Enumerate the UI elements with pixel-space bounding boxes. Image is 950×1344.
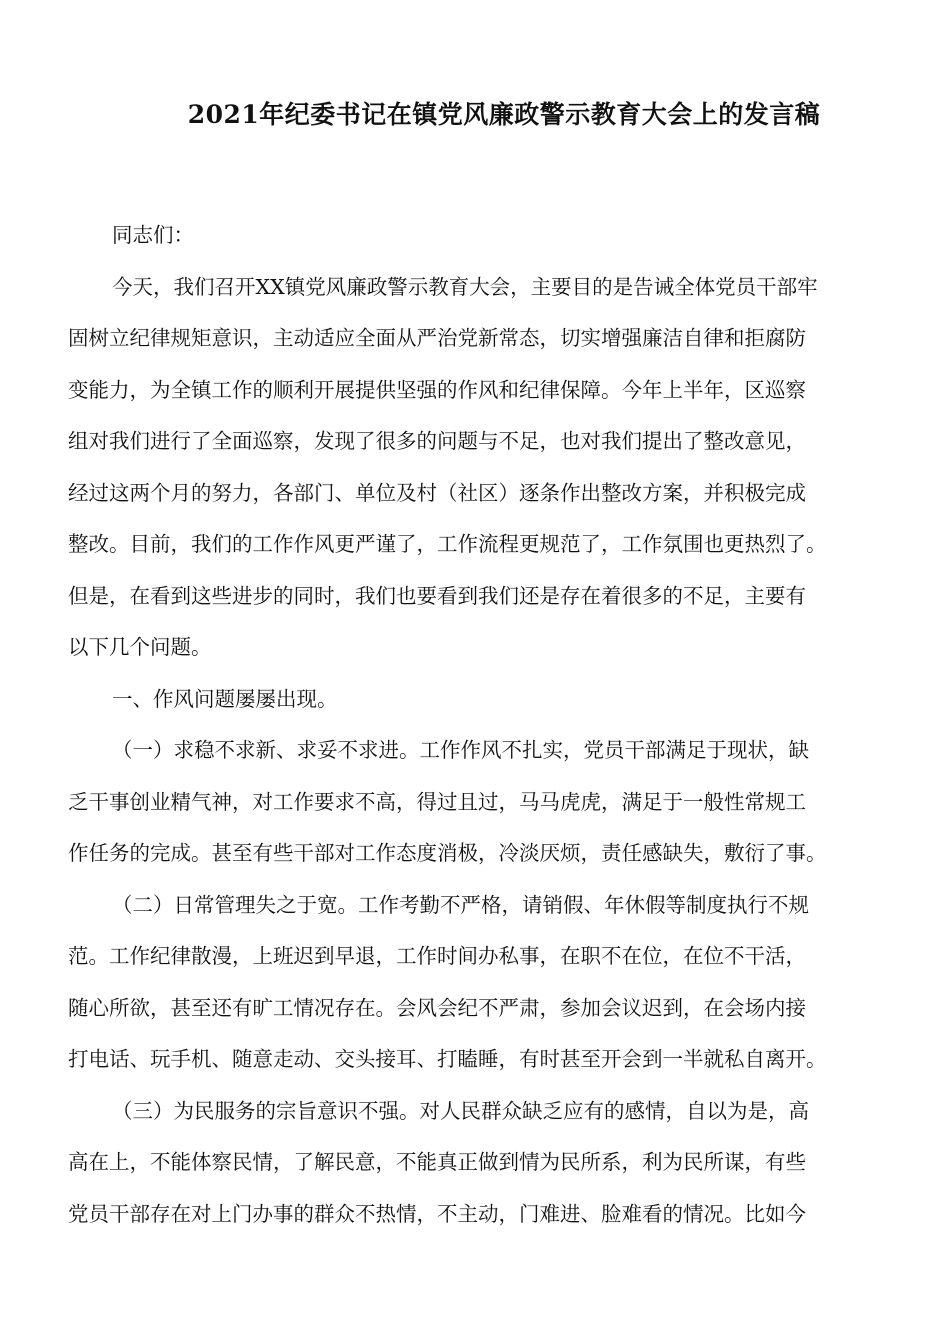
document-body — [68, 210, 878, 1240]
title-text: 2021年纪委书记在镇党风廉政警示教育大会上的发言稿 — [187, 100, 821, 129]
paragraph-line: （三）为民服务的宗旨意识不强。对人民群众缺乏应有的感情，自以为是，高 — [112, 1098, 809, 1123]
section-heading: 一、作风问题屡屡出现。 — [112, 686, 338, 711]
paragraph-line: 变能力，为全镇工作的顺利开展提供坚强的作风和纪律保障。今年上半年，区巡察 — [68, 377, 806, 402]
document-title — [0, 95, 950, 135]
paragraph-line: 整改。目前，我们的工作作风更严谨了，工作流程更规范了，工作氛围也更热烈了。 — [68, 532, 827, 556]
paragraph-line: 党员干部存在对上门办事的群众不热情，不主动，门难进、脸难看的情况。比如今 — [68, 1201, 806, 1226]
salutation: 同志们： — [112, 223, 194, 247]
paragraph-line: 以下几个问题。 — [68, 635, 212, 659]
paragraph-line: （一）求稳不求新、求妥不求进。工作作风不扎实，党员干部满足于现状，缺 — [112, 738, 809, 762]
paragraph-line: 打电话、玩手机、随意走动、交头接耳、打瞌睡，有时甚至开会到一半就私自离开。 — [68, 1047, 827, 1071]
paragraph-line: 乏干事创业精气神，对工作要求不高，得过且过，马马虎虎，满足于一般性常规工 — [68, 789, 806, 814]
paragraph-line: 随心所欲，甚至还有旷工情况存在。会风会纪不严肃，参加会议迟到，在会场内接 — [68, 995, 806, 1020]
paragraph-line: 高在上，不能体察民情，了解民意，不能真正做到情为民所系，利为民所谋，有些 — [68, 1150, 806, 1174]
paragraph-line: 经过这两个月的努力，各部门、单位及村（社区）逐条作出整改方案，并积极完成 — [68, 480, 806, 505]
paragraph-line: 但是，在看到这些进步的同时，我们也要看到我们还是存在着很多的不足，主要有 — [68, 583, 806, 608]
paragraph-line: 组对我们进行了全面巡察，发现了很多的问题与不足，也对我们提出了整改意见， — [68, 429, 806, 453]
paragraph-line: 范。工作纪律散漫，上班迟到早退，工作时间办私事，在职不在位，在位不干活， — [68, 944, 806, 968]
paragraph-line: （二）日常管理失之于宽。工作考勤不严格，请销假、年休假等制度执行不规 — [112, 892, 809, 917]
paragraph-line: 作任务的完成。甚至有些干部对工作态度消极，冷淡厌烦，责任感缺失，敷衍了事。 — [68, 841, 827, 865]
paragraph-line: 固树立纪律规矩意识，主动适应全面从严治党新常态，切实增强廉洁自律和拒腐防 — [68, 326, 806, 350]
paragraph-line: 今天，我们召开XX镇党风廉政警示教育大会，主要目的是告诫全体党员干部牢 — [112, 274, 818, 299]
